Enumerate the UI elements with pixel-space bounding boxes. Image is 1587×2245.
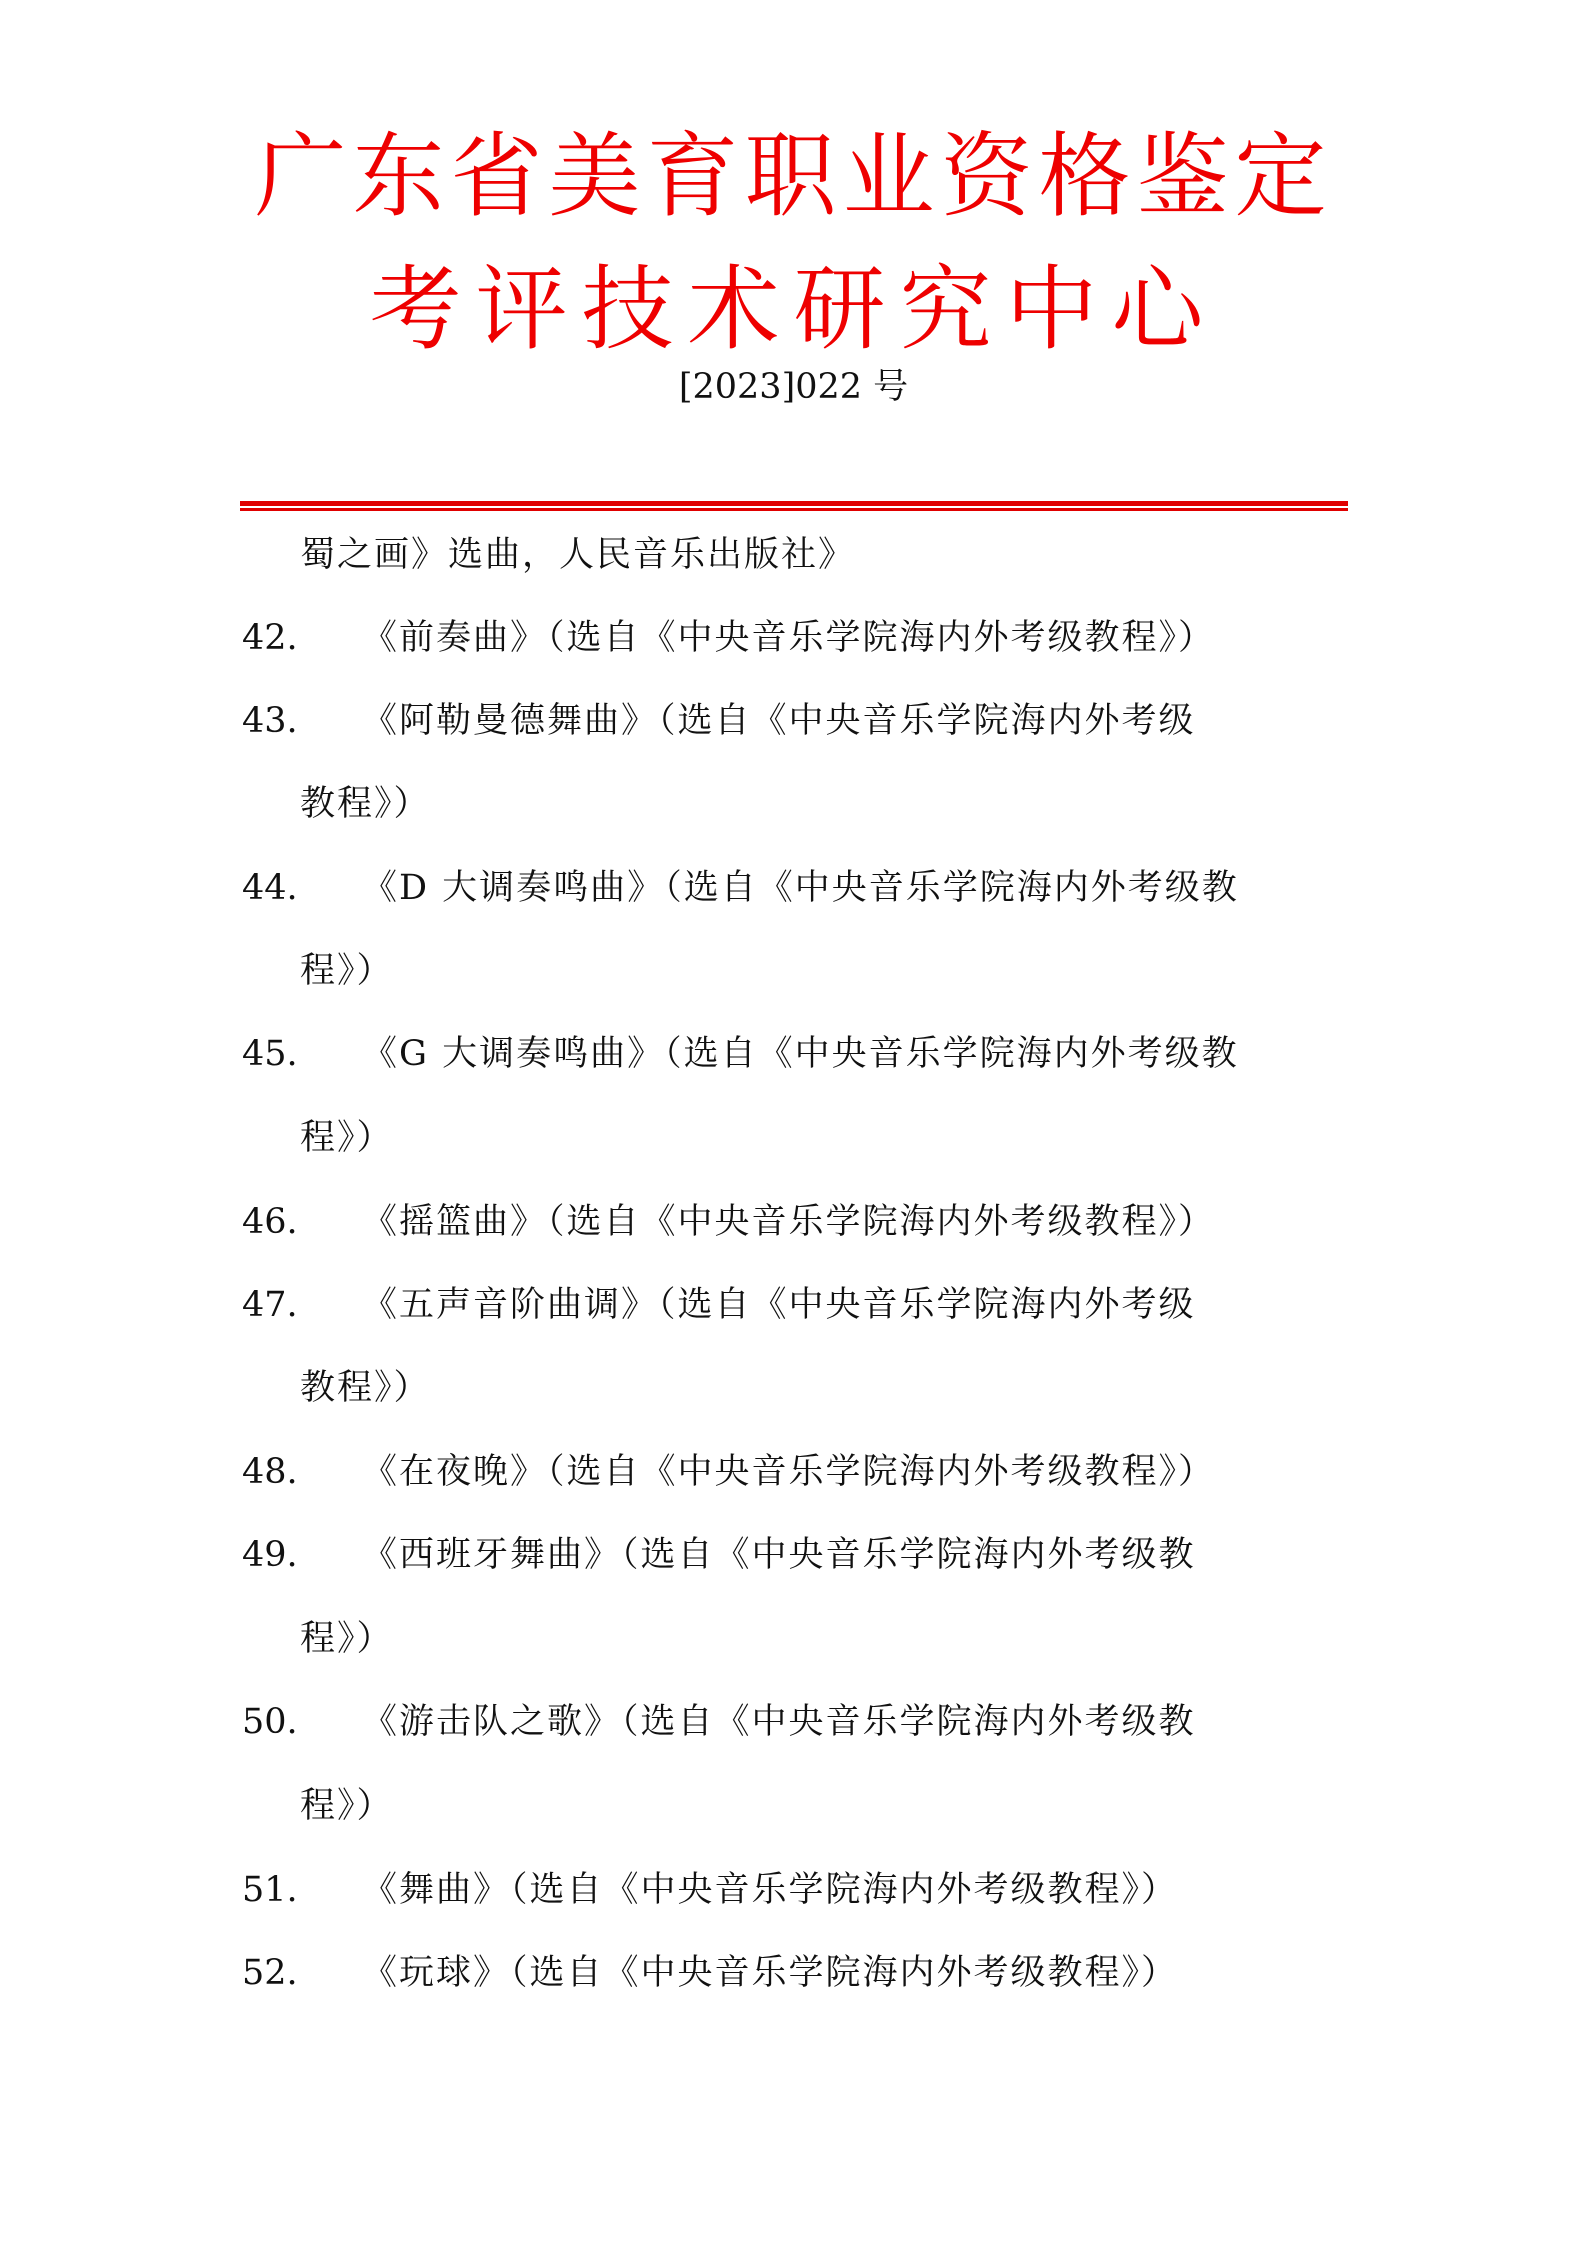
item-text: 《五声音阶曲调》（选自《中央音乐学院海内外考级 [362,1285,1196,1325]
item-number: 43. [242,701,298,741]
item-text: 《玩球》（选自《中央音乐学院海内外考级教程》） [362,1953,1179,1993]
item-text-wrap: 程》） [300,951,394,991]
item-text: 《G 大调奏鸣曲》（选自《中央音乐学院海内外考级教 [362,1034,1239,1074]
item-text: 《在夜晚》（选自《中央音乐学院海内外考级教程》） [362,1452,1216,1492]
item-number: 47. [242,1285,298,1325]
item-number: 45. [242,1034,298,1074]
item-number: 50. [242,1702,298,1742]
item-text-wrap: 程》） [300,1786,394,1826]
item-text: 《摇篮曲》（选自《中央音乐学院海内外考级教程》） [362,1202,1216,1242]
document-title-line-1: 广东省美育职业资格鉴定 [254,123,1333,230]
item-text: 《阿勒曼德舞曲》（选自《中央音乐学院海内外考级 [362,701,1196,741]
item-text-wrap: 教程》） [300,1368,431,1408]
item-text: 《D 大调奏鸣曲》（选自《中央音乐学院海内外考级教 [362,868,1239,908]
item-text-wrap: 教程》） [300,784,431,824]
item-number: 42. [242,618,298,658]
item-number: 49. [242,1535,298,1575]
item-text: 《西班牙舞曲》（选自《中央音乐学院海内外考级教 [362,1535,1196,1575]
item-text: 《舞曲》（选自《中央音乐学院海内外考级教程》） [362,1870,1179,1910]
item-text: 《前奏曲》（选自《中央音乐学院海内外考级教程》） [362,618,1216,658]
item-number: 44. [242,868,298,908]
item-number: 51. [242,1870,298,1910]
item-number: 52. [242,1953,298,1993]
header-rule-thin [240,508,1348,511]
item-text-wrap: 程》） [300,1118,394,1158]
item-text-wrap: 程》） [300,1619,394,1659]
header-rule-thick [240,501,1348,506]
document-title-line-2: 考评技术研究中心 [369,256,1218,363]
document-number: [2023]022 号 [678,367,909,407]
continuation-text: 蜀之画》选曲，人民音乐出版社》 [300,535,856,575]
item-text: 《游击队之歌》（选自《中央音乐学院海内外考级教 [362,1702,1196,1742]
item-number: 48. [242,1452,298,1492]
item-number: 46. [242,1202,298,1242]
